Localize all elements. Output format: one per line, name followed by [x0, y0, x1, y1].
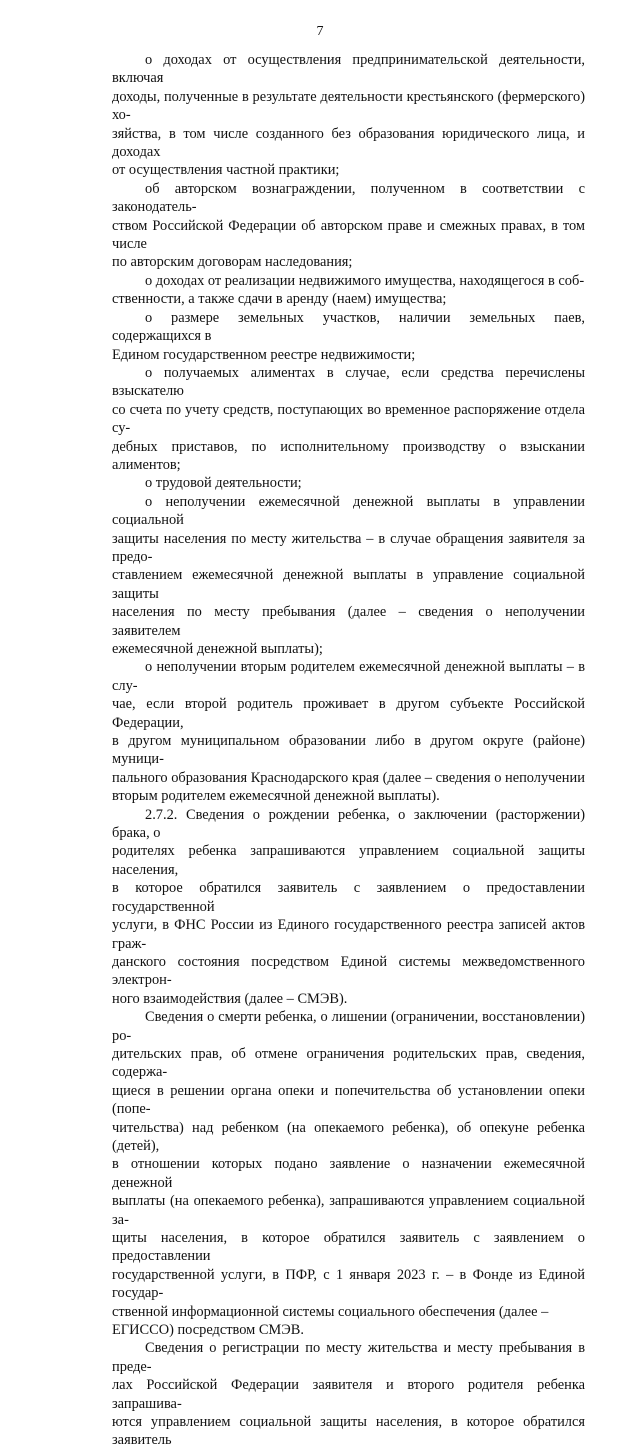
paragraph-alimony: о получаемых алиментах в случае, если средства перечислены взыскателю со счета по учету средств, поступающих во временное распоряжение отдела су- дебных приставов, по исполнительному производству о взыскании алиментов;: [112, 364, 585, 473]
paragraph-death-guardianship: Сведения о смерти ребенка, о лишении (ограничении, восстановлении) ро- дительских прав, об отмене ограничения родительских прав, сведения, содержа- щиеся в решении органа опеки и попечительства об установлении опеки (попе- чительства) над ребенком (на опекаемого ребенка), об опекуне ребенка (детей), в отношении которых подано заявление о назначении ежемесячной денежной выплаты (на опекаемого ребенка), запрашиваются управлением социальной за- щиты населения, в которое обратился заявитель с заявлением о предоставлении государственной услуги, в ПФР, с 1 января 2023 г. – в Фонде из Единой государ- ственной информационной системы социального обеспечения (далее – ЕГИССО) посредством СМЭВ.: [112, 1009, 585, 1339]
paragraph-non-receipt-applicant: о неполучении ежемесячной денежной выплаты в управлении социальной защиты населения по месту жительства – в случае обращения заявителя за предо- ставлением ежемесячной денежной выплаты в управление социальной защиты населения по месту пребывания (далее – сведения о неполучении заявителем ежемесячной денежной выплаты);: [112, 493, 585, 657]
paragraph-2-7-2-birth-marriage: 2.7.2. Сведения о рождении ребенка, о заключении (расторжении) брака, о родителях ребенка запрашиваются управлением социальной защиты населения, в которое обратился заявитель с заявлением о предоставлении государственной услуги, в ФНС России из Единого государственного реестра записей актов граж- данского состояния посредством Единой системы межведомственного электрон- ного взаимодействия (далее – СМЭВ).: [112, 806, 585, 1007]
paragraph-author-fees: об авторском вознаграждении, полученном в соответствии с законодатель- ством Российской Федерации об авторском праве и смежных правах, в том числе по авторским договорам наследования;: [112, 180, 585, 271]
paragraph-non-receipt-second-parent: о неполучении вторым родителем ежемесячной денежной выплаты – в слу- чае, если второй родитель проживает в другом субъекте Российской Федерации, в другом муниципальном образовании либо в другом округе (районе) муници- пального образования Краснодарского края (далее – сведения о неполучении вторым родителем ежемесячной денежной выплаты).: [112, 659, 585, 805]
page-number: 7: [316, 24, 324, 39]
paragraph-employment: о трудовой деятельности;: [145, 475, 302, 492]
paragraph-registration: Сведения о регистрации по месту жительства и месту пребывания в преде- лах Российской Федерации заявителя и второго родителя ребенка запрашива- ются управлением социальной защиты населения, в которое обратился заявитель: [112, 1340, 585, 1449]
paragraph-entrepreneur-income: о доходах от осуществления предпринимательской деятельности, включая доходы, полученные в результате деятельности крестьянского (фермерского) хо- зяйства, в том числе созданного без образования юридического лица, и доходах от осуществления частной практики;: [112, 52, 585, 179]
document-body: [112, 51, 585, 1450]
paragraph-real-estate-income: о доходах от реализации недвижимого имущества, находящегося в соб- ственности, а также сдачи в аренду (наем) имущества;: [112, 272, 585, 308]
paragraph-land-plots: о размере земельных участков, наличии земельных паев, содержащихся в Едином государственном реестре недвижимости;: [112, 309, 585, 363]
